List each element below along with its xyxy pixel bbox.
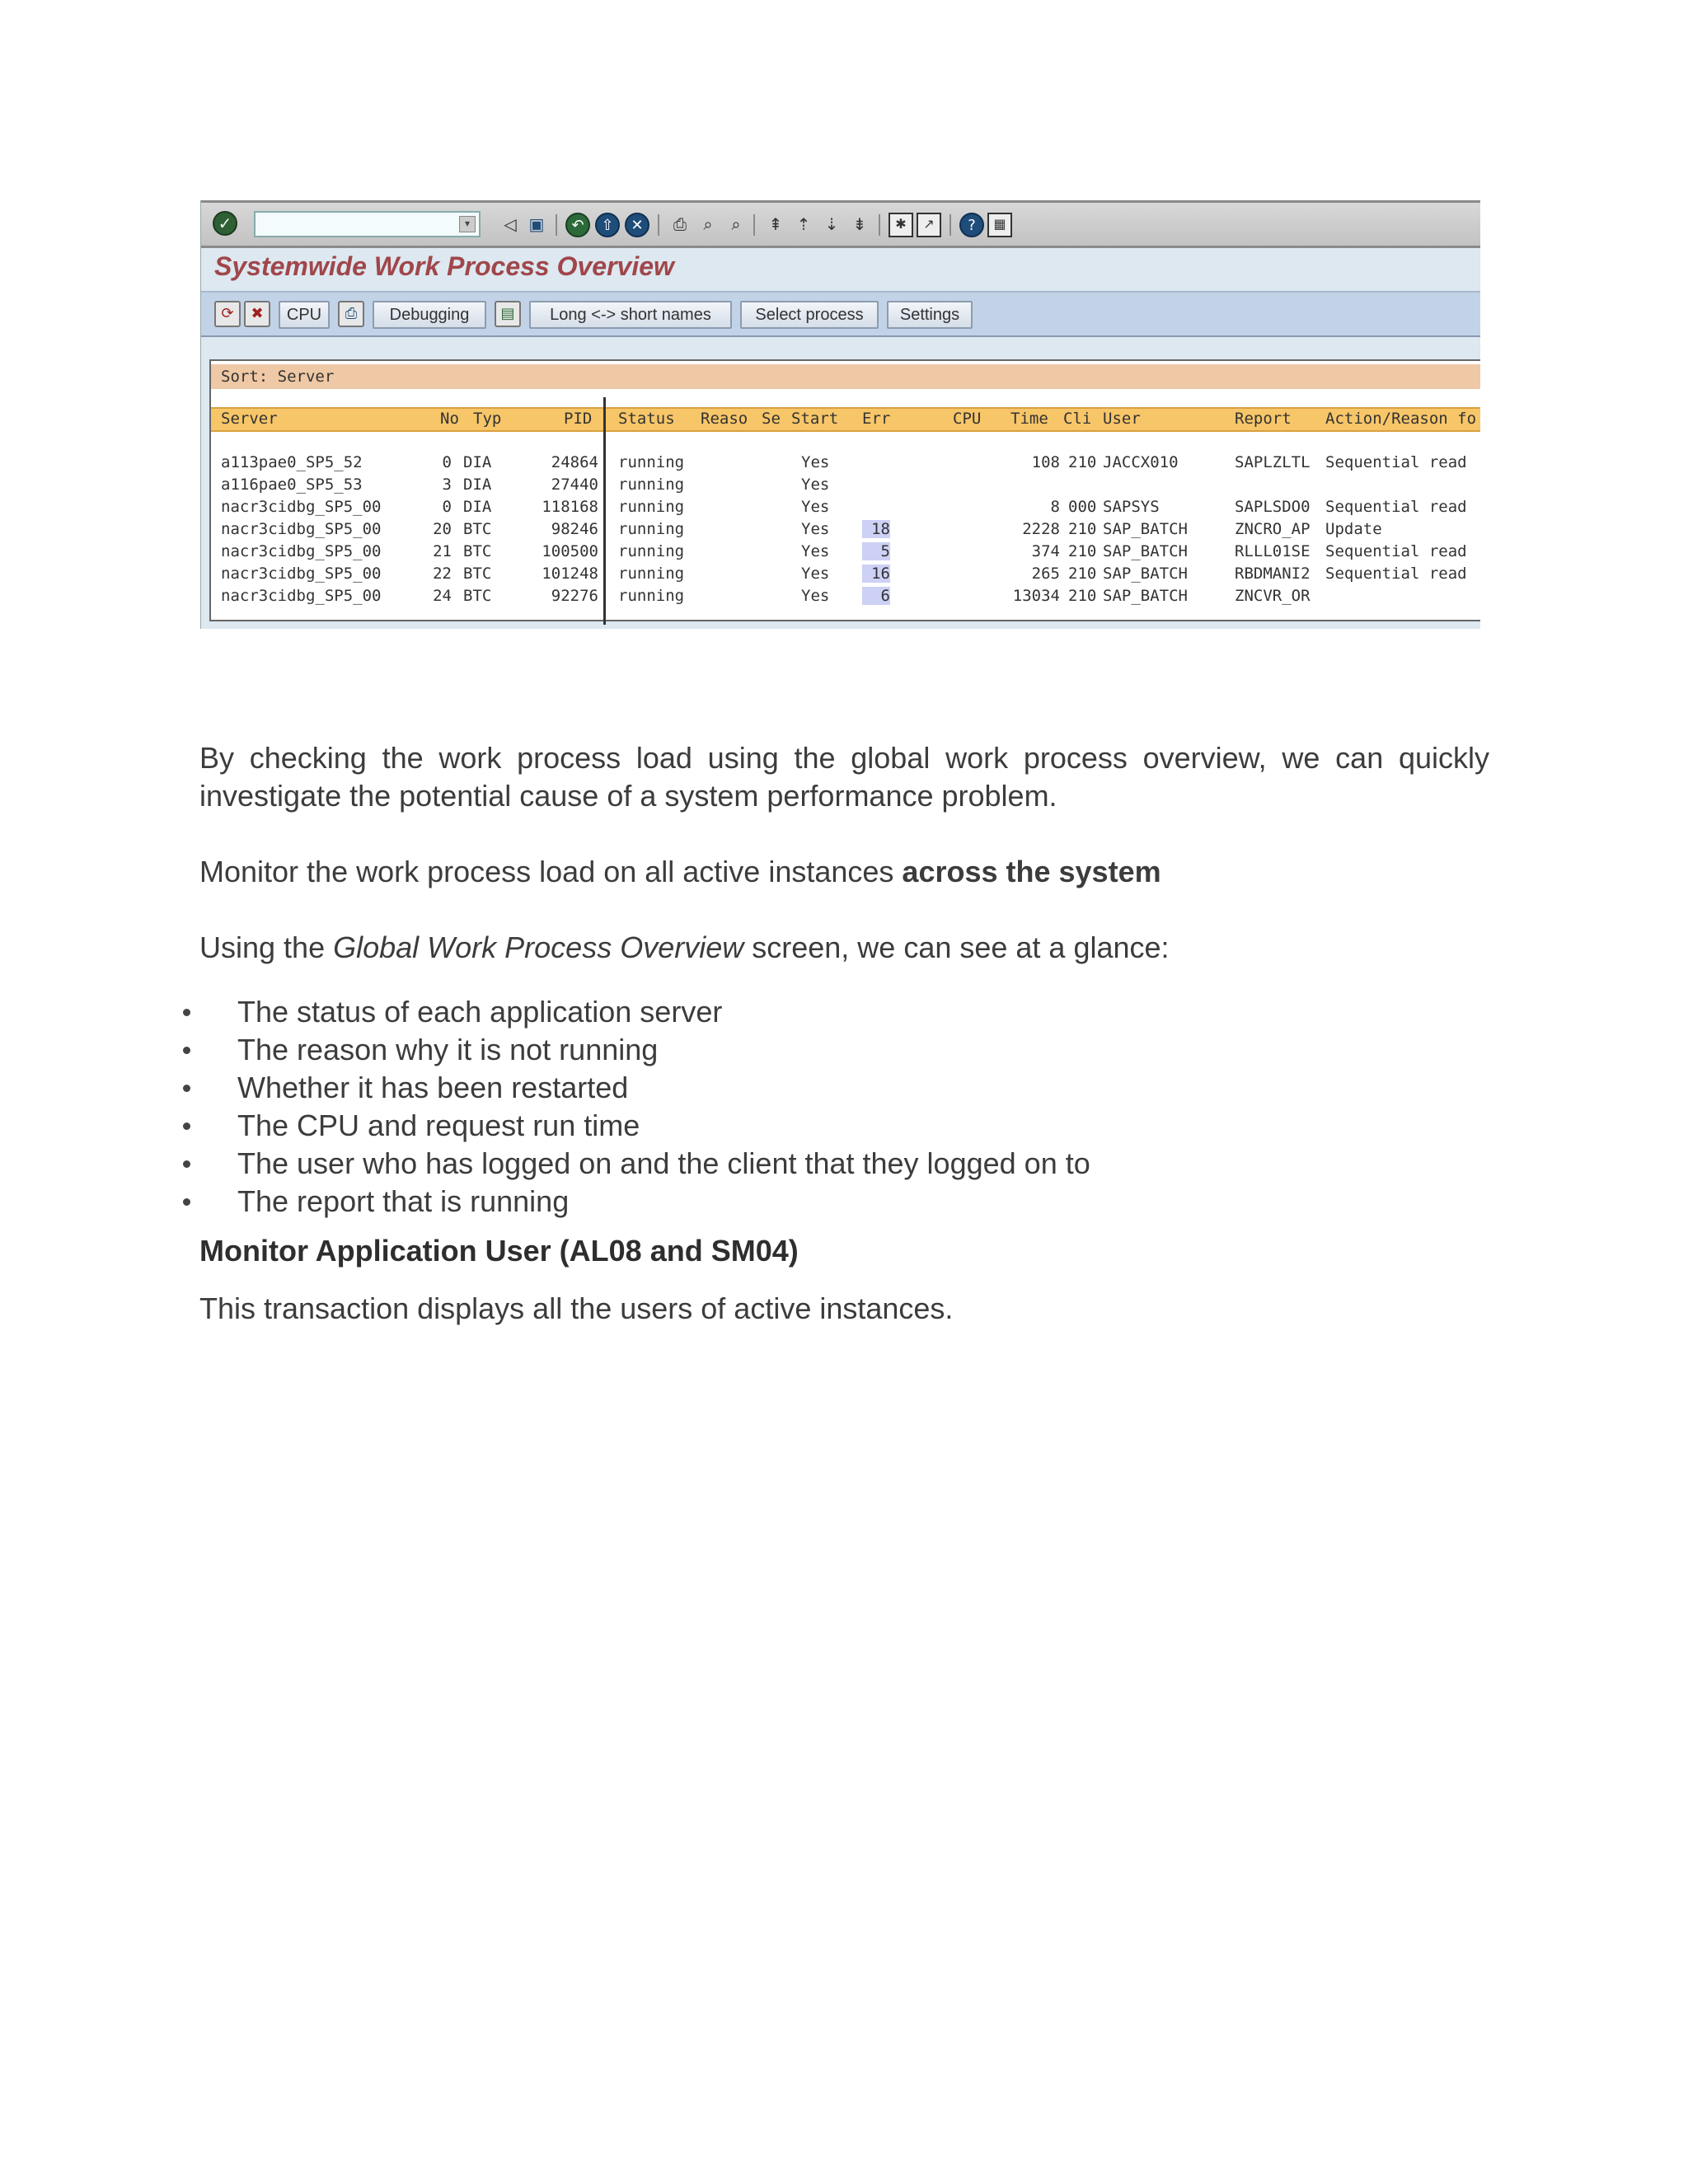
table-row[interactable] <box>211 585 1480 607</box>
cell-status: running <box>618 587 685 605</box>
cell-no: 3 <box>442 476 452 494</box>
cell-server: nacr3cidbg_SP5_00 <box>221 587 382 605</box>
intro-paragraph: By checking the work process load using the global work process overview, we can quickly investigate the potential cause of a system performance problem. <box>199 741 1489 813</box>
cell-cli: 210 <box>1068 587 1097 605</box>
cell-cli: 210 <box>1068 453 1097 471</box>
using-suffix: screen, we can see at a glance: <box>743 930 1170 964</box>
table-row[interactable] <box>211 474 1480 496</box>
print-icon[interactable]: ⎙ <box>673 214 687 234</box>
column-header-row <box>211 407 1480 432</box>
col-user[interactable]: User <box>1103 410 1141 428</box>
cancel-process-icon[interactable]: ✖ <box>244 301 270 327</box>
cell-server: nacr3cidbg_SP5_00 <box>221 498 382 516</box>
cell-no: 21 <box>433 542 452 560</box>
cell-user: SAPSYS <box>1103 498 1160 516</box>
col-start[interactable]: Start <box>791 410 839 428</box>
print-icon[interactable]: ⎙ <box>338 301 364 327</box>
cell-report: ZNCRO_AP <box>1235 520 1311 538</box>
cell-start: Yes <box>801 476 830 494</box>
cell-no: 24 <box>433 587 452 605</box>
details-icon[interactable]: ▤ <box>495 301 521 327</box>
cell-user: SAP_BATCH <box>1103 520 1188 538</box>
cell-action: Sequential read <box>1325 453 1467 471</box>
cell-pid: 27440 <box>551 476 598 494</box>
cell-typ: BTC <box>463 542 492 560</box>
cell-report: SAPLZLTL <box>1235 453 1311 471</box>
cell-time: 374 <box>1031 542 1060 560</box>
section-heading: Monitor Application User (AL08 and SM04) <box>199 1234 799 1268</box>
col-time[interactable]: Time <box>1010 410 1048 428</box>
cell-start: Yes <box>801 542 830 560</box>
previous-page-icon[interactable]: ⇡ <box>796 214 811 234</box>
settings-button[interactable]: Settings <box>887 301 973 329</box>
list-item: Whether it has been restarted <box>0 1069 1090 1107</box>
cell-typ: DIA <box>463 476 492 494</box>
list-item: The CPU and request run time <box>0 1107 1090 1145</box>
sort-label: Sort: Server <box>221 368 335 386</box>
bullet-icon <box>183 1009 190 1016</box>
cell-time: 108 <box>1031 453 1060 471</box>
cell-time: 265 <box>1031 565 1060 583</box>
cell-status: running <box>618 520 685 538</box>
select-process-button[interactable]: Select process <box>740 301 879 329</box>
bullet-icon <box>183 1047 190 1054</box>
bullet-icon <box>183 1160 190 1168</box>
cell-err: 6 <box>862 587 890 605</box>
green-back-icon[interactable]: ↶ <box>565 213 590 237</box>
col-server[interactable]: Server <box>221 410 278 428</box>
cell-pid: 100500 <box>542 542 598 560</box>
sap-screenshot <box>200 200 1480 629</box>
cell-pid: 92276 <box>551 587 598 605</box>
cell-err: 16 <box>862 565 890 583</box>
list-item: The status of each application server <box>0 993 1090 1031</box>
col-cpu[interactable]: CPU <box>953 410 982 428</box>
debugging-button[interactable]: Debugging <box>373 301 486 329</box>
command-history-icon[interactable]: ▾ <box>459 216 476 232</box>
save-icon[interactable]: ▣ <box>528 214 545 234</box>
col-reason[interactable]: Reaso <box>701 410 748 428</box>
customize-layout-icon[interactable]: ▦ <box>987 213 1012 237</box>
find-icon[interactable]: ⌕ <box>703 214 713 234</box>
sort-bar <box>211 364 1480 389</box>
cell-user: SAP_BATCH <box>1103 565 1188 583</box>
screen-title: Systemwide Work Process Overview <box>214 251 674 281</box>
table-row[interactable] <box>211 541 1480 563</box>
cell-action: Sequential read <box>1325 498 1467 516</box>
shortcut-icon[interactable]: ↗ <box>917 213 941 237</box>
cell-user: SAP_BATCH <box>1103 542 1188 560</box>
cell-pid: 24864 <box>551 453 598 471</box>
cell-err: 18 <box>862 520 890 538</box>
cell-time: 8 <box>1050 498 1060 516</box>
next-page-icon[interactable]: ⇣ <box>824 214 839 234</box>
cell-server: nacr3cidbg_SP5_00 <box>221 565 382 583</box>
cell-status: running <box>618 565 685 583</box>
last-page-icon[interactable]: ⇟ <box>852 214 867 234</box>
cell-report: ZNCVR_OR <box>1235 587 1311 605</box>
cell-typ: BTC <box>463 565 492 583</box>
table-row[interactable] <box>211 496 1480 518</box>
cancel-icon[interactable]: ✕ <box>625 213 649 237</box>
monitor-paragraph <box>199 853 1489 891</box>
cell-start: Yes <box>801 453 830 471</box>
cell-action: Sequential read <box>1325 542 1467 560</box>
cell-status: running <box>618 453 685 471</box>
application-toolbar <box>201 291 1480 337</box>
cell-action: Sequential read <box>1325 565 1467 583</box>
cell-server: nacr3cidbg_SP5_00 <box>221 520 382 538</box>
cell-user: JACCX010 <box>1103 453 1179 471</box>
enter-check-icon[interactable]: ✓ <box>213 211 237 236</box>
cell-pid: 98246 <box>551 520 598 538</box>
cell-typ: DIA <box>463 498 492 516</box>
cell-report: SAPLSDO0 <box>1235 498 1311 516</box>
cell-start: Yes <box>801 520 830 538</box>
cell-status: running <box>618 498 685 516</box>
cell-server: a116pae0_SP5_53 <box>221 476 363 494</box>
cell-status: running <box>618 542 685 560</box>
using-prefix: Using the <box>199 930 334 964</box>
col-typ[interactable]: Typ <box>473 410 502 428</box>
table-row[interactable] <box>211 563 1480 585</box>
bullet-icon <box>183 1085 190 1092</box>
standard-toolbar <box>201 200 1480 248</box>
col-status[interactable]: Status <box>618 410 675 428</box>
col-report[interactable]: Report <box>1235 410 1292 428</box>
cell-no: 20 <box>433 520 452 538</box>
back-arrow-icon[interactable]: ◁ <box>504 214 517 234</box>
table-row[interactable] <box>211 452 1480 474</box>
cell-server: nacr3cidbg_SP5_00 <box>221 542 382 560</box>
cell-server: a113pae0_SP5_52 <box>221 453 363 471</box>
col-err[interactable]: Err <box>862 410 891 428</box>
cell-time: 13034 <box>1012 587 1060 605</box>
bullet-icon <box>183 1198 190 1206</box>
cell-pid: 118168 <box>542 498 598 516</box>
transaction-paragraph: This transaction displays all the users of active instances. <box>199 1291 954 1325</box>
cell-report: RLLL01SE <box>1235 542 1311 560</box>
bullet-icon <box>183 1122 190 1130</box>
long-short-names-button[interactable]: Long <-> short names <box>529 301 732 329</box>
cpu-button[interactable]: CPU <box>279 301 330 329</box>
cell-typ: BTC <box>463 587 492 605</box>
using-italic-text: Global Work Process Overview <box>333 930 744 964</box>
cell-pid: 101248 <box>542 565 598 583</box>
cell-action: Update <box>1325 520 1382 538</box>
list-item: The reason why it is not running <box>0 1031 1090 1069</box>
cell-cli: 000 <box>1068 498 1097 516</box>
glance-list <box>0 993 1090 1221</box>
exit-icon[interactable]: ⇧ <box>595 213 620 237</box>
cell-time: 2228 <box>1022 520 1060 538</box>
list-item: The report that is running <box>0 1183 1090 1221</box>
work-process-list <box>209 359 1480 621</box>
cell-cli: 210 <box>1068 542 1097 560</box>
cell-start: Yes <box>801 565 830 583</box>
using-paragraph <box>199 929 1489 967</box>
cell-typ: DIA <box>463 453 492 471</box>
cell-no: 0 <box>442 498 452 516</box>
first-page-icon[interactable]: ⇞ <box>768 214 783 234</box>
cell-no: 22 <box>433 565 452 583</box>
command-field[interactable] <box>254 211 481 237</box>
cell-cli: 210 <box>1068 520 1097 538</box>
monitor-text: Monitor the work process load on all active instances <box>199 855 903 888</box>
refresh-icon[interactable]: ⟳ <box>214 301 241 327</box>
cell-typ: BTC <box>463 520 492 538</box>
col-no[interactable]: No <box>440 410 459 428</box>
cell-status: running <box>618 476 685 494</box>
monitor-bold-text: across the system <box>902 855 1161 888</box>
cell-report: RBDMANI2 <box>1235 565 1311 583</box>
cell-cli: 210 <box>1068 565 1097 583</box>
col-action[interactable]: Action/Reason fo <box>1325 410 1477 428</box>
cell-no: 0 <box>442 453 452 471</box>
col-se[interactable]: Se <box>762 410 781 428</box>
create-session-icon[interactable]: ✱ <box>889 213 913 237</box>
help-icon[interactable]: ? <box>959 213 984 237</box>
cell-err: 5 <box>862 542 890 560</box>
cell-start: Yes <box>801 587 830 605</box>
col-cli[interactable]: Cli <box>1063 410 1092 428</box>
col-pid[interactable]: PID <box>564 410 593 428</box>
table-row[interactable] <box>211 518 1480 541</box>
cell-user: SAP_BATCH <box>1103 587 1188 605</box>
list-item: The user who has logged on and the client that they logged on to <box>0 1145 1090 1183</box>
find-next-icon[interactable]: ⌕ <box>731 214 741 234</box>
cell-start: Yes <box>801 498 830 516</box>
